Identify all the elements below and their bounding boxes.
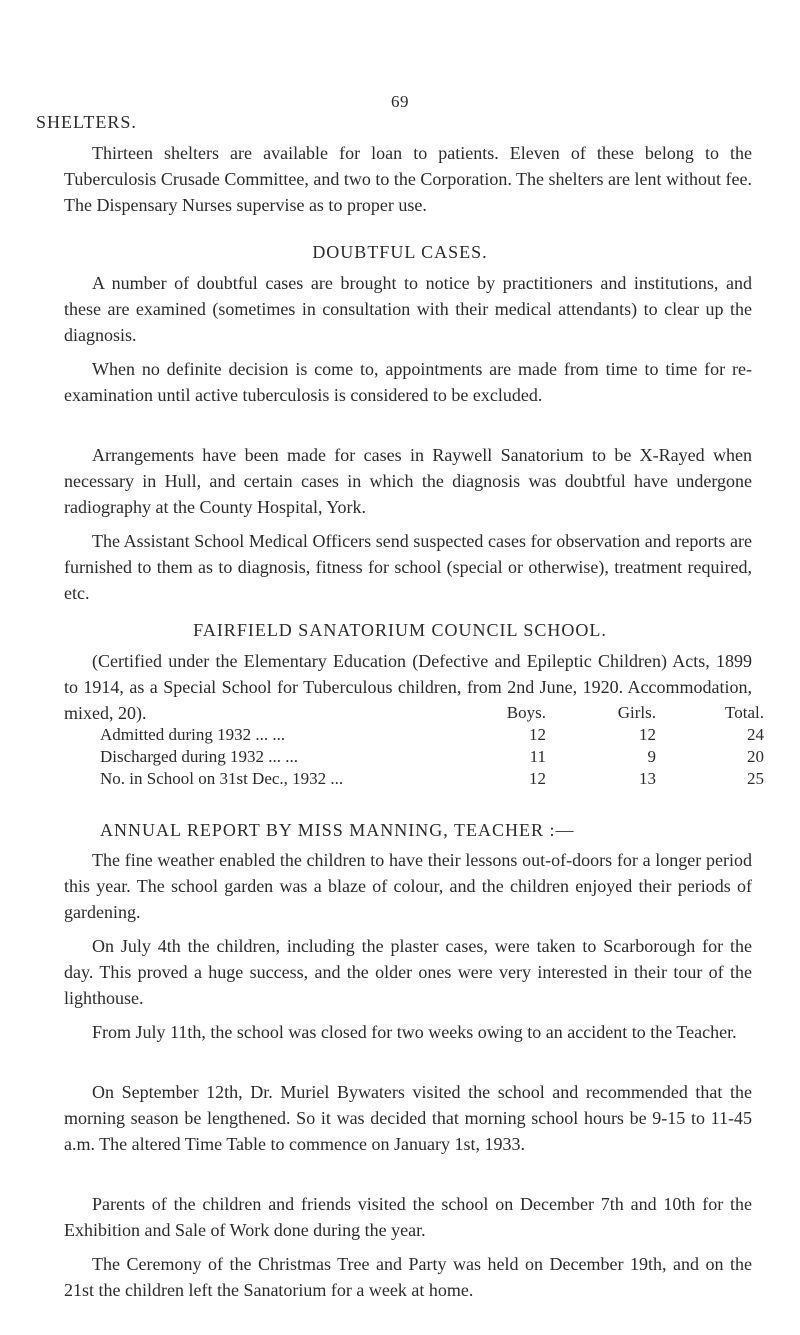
paragraph-annual-5: Parents of the children and friends visited the school on December 7th and 10th for the Exhibition and Sale of Work done during the year. <box>64 1194 752 1240</box>
table-cell: 25 <box>747 769 764 788</box>
paragraph-doubtful-2: When no definite decision is come to, appointments are made from time to time for re-examination until active tuberculosis is considered to be excluded. <box>64 359 752 405</box>
heading-annual-report: ANNUAL REPORT BY MISS MANNING, TEACHER :— <box>100 820 575 840</box>
table-cell: 11 <box>529 747 546 766</box>
table-cell: 12 <box>529 725 546 744</box>
table-cell: 9 <box>647 747 656 766</box>
table-cell: Admitted during 1932 ... ... <box>100 725 286 744</box>
paragraph-fairfield: (Certified under the Elementary Education (Defective and Epileptic Children) Acts, 1899 to 1914, as a Special School for Tuberculous children, from 2nd June, 1920. Accommodation, mixed, 20). <box>64 651 752 723</box>
paragraph-shelters: Thirteen shelters are available for loan to patients. Eleven of these belong to the Tuberculosis Crusade Committee, and two to the Corporation. The shelters are lent without fee. The Dispensary Nurses supervise as to proper use. <box>64 143 752 215</box>
paragraph-doubtful-1: A number of doubtful cases are brought to notice by practitioners and institutions, and these are examined (sometimes in consultation with their medical attendants) to clear up the diagnosis. <box>64 273 752 345</box>
table-header: Total. <box>725 703 764 722</box>
paragraph-doubtful-4: The Assistant School Medical Officers send suspected cases for observation and reports are furnished to them as to diagnosis, fitness for school (special or otherwise), treatment required, etc. <box>64 531 752 603</box>
table-cell: 13 <box>639 769 656 788</box>
paragraph-annual-3: From July 11th, the school was closed for two weeks owing to an accident to the Teacher. <box>92 1022 737 1042</box>
table-header: Boys. <box>506 703 546 722</box>
school-stats-table <box>100 702 764 790</box>
heading-doubtful-cases: DOUBTFUL CASES. <box>312 242 488 262</box>
paragraph-doubtful-3: Arrangements have been made for cases in Raywell Sanatorium to be X-Rayed when necessary in Hull, and certain cases in which the diagnosis was doubtful have undergone radiography at the County Hospital, York. <box>64 445 752 517</box>
table-cell: Discharged during 1932 ... ... <box>100 747 298 766</box>
table-row <box>100 746 764 768</box>
table-cell: 24 <box>747 725 764 744</box>
table-cell: No. in School on 31st Dec., 1932 ... <box>100 769 344 788</box>
table-header-row <box>100 702 764 724</box>
paragraph-annual-1: The fine weather enabled the children to have their lessons out-of-doors for a longer period this year. The school garden was a blaze of colour, and the children enjoyed their periods of gardening. <box>64 850 752 922</box>
heading-shelters: SHELTERS. <box>36 112 137 132</box>
paragraph-annual-4: On September 12th, Dr. Muriel Bywaters visited the school and recommended that the morning season be lengthened. So it was decided that morning school hours be 9-15 to 11-45 a.m. The altered Time Table to commence on January 1st, 1933. <box>64 1082 752 1154</box>
table-row <box>100 724 764 746</box>
paragraph-annual-6: The Ceremony of the Christmas Tree and Party was held on December 19th, and on the 21st the children left the Sanatorium for a week at home. <box>64 1254 752 1300</box>
table-header <box>100 702 482 724</box>
table-cell: 20 <box>747 747 764 766</box>
paragraph-annual-2: On July 4th the children, including the plaster cases, were taken to Scarborough for the day. This proved a huge success, and the older ones were very interested in their tour of the lighthouse. <box>64 936 752 1008</box>
table-row <box>100 768 764 790</box>
page-number: 69 <box>391 92 409 111</box>
table-cell: 12 <box>529 769 546 788</box>
heading-fairfield: FAIRFIELD SANATORIUM COUNCIL SCHOOL. <box>193 620 607 640</box>
table-cell: 12 <box>639 725 656 744</box>
table-header: Girls. <box>617 703 656 722</box>
